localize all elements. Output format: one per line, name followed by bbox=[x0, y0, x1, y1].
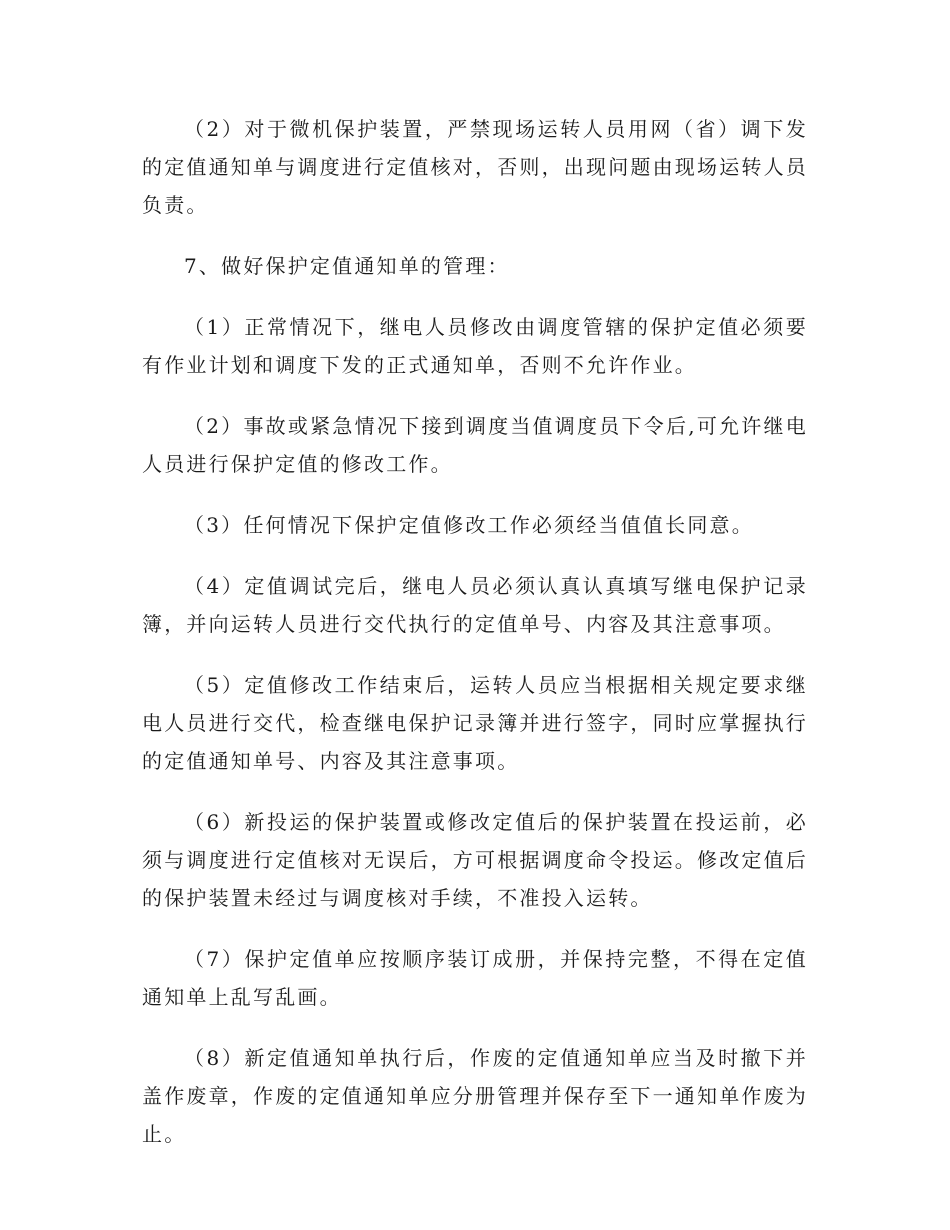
paragraph-item-2-microcomputer-protection: （2）对于微机保护装置，严禁现场运转人员用网（省）调下发的定值通知单与调度进行定值核对，否则，出现问题由现场运转人员负责。 bbox=[142, 117, 808, 217]
paragraph-item-7: （7）保护定值单应按顺序装订成册，并保持完整，不得在定值通知单上乱写乱画。 bbox=[142, 947, 808, 1009]
paragraph-item-2: （2）事故或紧急情况下接到调度当值调度员下令后,可允许继电人员进行保护定值的修改工作。 bbox=[142, 414, 808, 476]
paragraph-item-1: （1）正常情况下，继电人员修改由调度管辖的保护定值必须要有作业计划和调度下发的正式通知单，否则不允许作业。 bbox=[142, 315, 808, 377]
paragraph-item-4: （4）定值调试完后，继电人员必须认真认真填写继电保护记录簿，并向运转人员进行交代执行的定值单号、内容及其注意事项。 bbox=[142, 574, 808, 636]
paragraph-item-3: （3）任何情况下保护定值修改工作必须经当值值长同意。 bbox=[184, 513, 754, 537]
document-body bbox=[142, 110, 808, 1176]
paragraph-item-6: （6）新投运的保护装置或修改定值后的保护装置在投运前，必须与调度进行定值核对无误后，方可根据调度命令投运。修改定值后的保护装置未经过与调度核对手续，不准投入运转。 bbox=[142, 810, 808, 910]
paragraph-item-5: （5）定值修改工作结束后，运转人员应当根据相关规定要求继电人员进行交代，检查继电保护记录簿并进行签字，同时应掌握执行的定值通知单号、内容及其注意事项。 bbox=[142, 673, 808, 773]
section-7-heading: 7、做好保护定值通知单的管理： bbox=[184, 254, 510, 278]
paragraph-item-8: （8）新定值通知单执行后，作废的定值通知单应当及时撤下并盖作废章，作废的定值通知单应分册管理并保存至下一通知单作废为止。 bbox=[142, 1046, 808, 1146]
